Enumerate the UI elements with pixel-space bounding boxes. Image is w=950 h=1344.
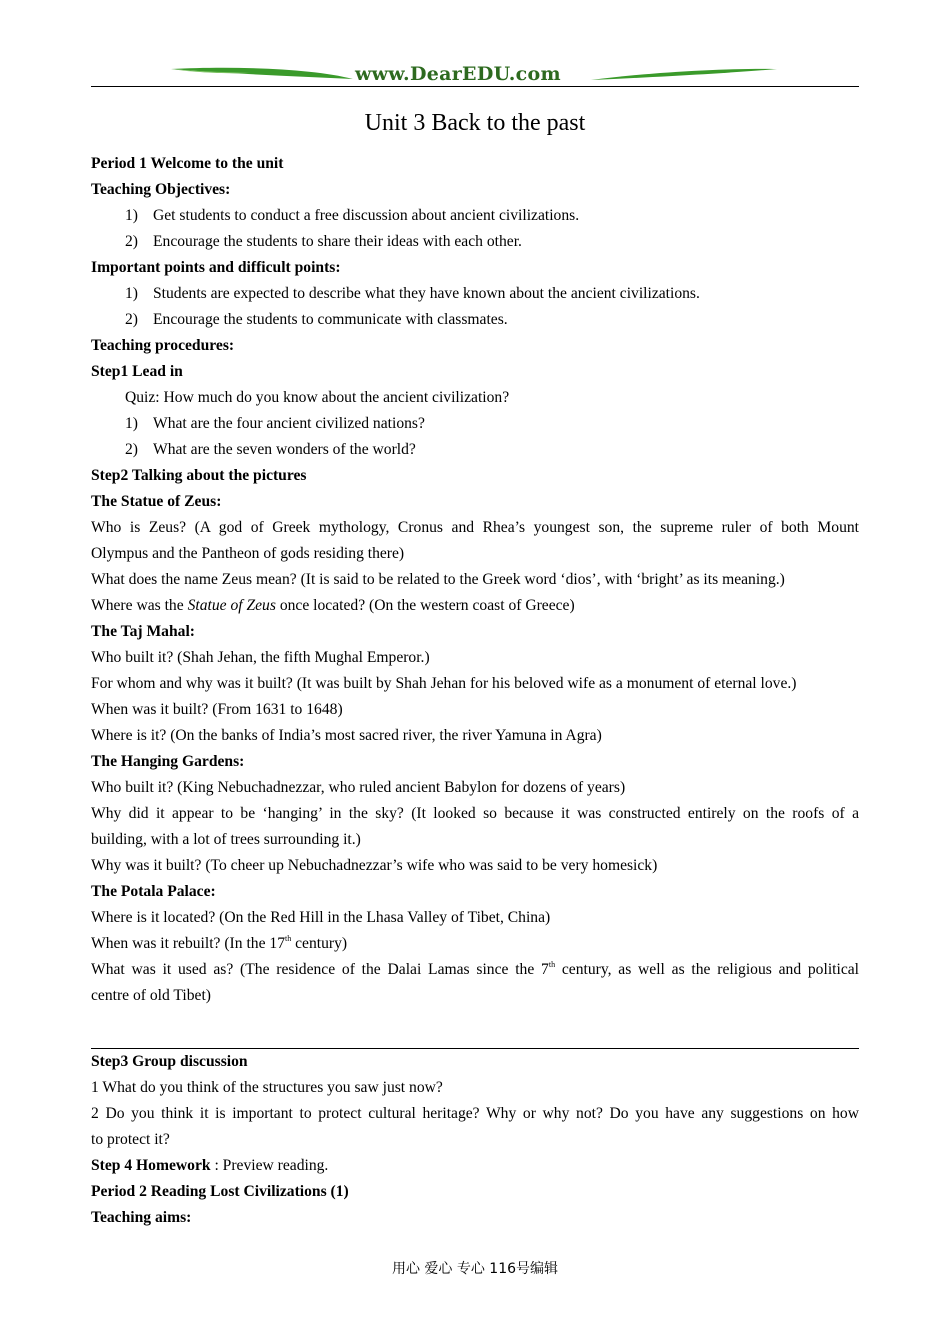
- header-rule: [91, 86, 859, 87]
- section-heading: Teaching procedures:: [91, 337, 235, 354]
- list-item: 2) What are the seven wonders of the world?: [125, 441, 416, 458]
- section-heading: Important points and difficult points:: [91, 259, 341, 276]
- period-heading: Period 1 Welcome to the unit: [91, 155, 284, 172]
- paragraph-line: to protect it?: [91, 1131, 170, 1148]
- quiz-line: Quiz: How much do you know about the ancient civilization?: [125, 389, 510, 406]
- left-swoosh: [171, 68, 353, 79]
- subsection-heading: The Potala Palace:: [91, 883, 216, 900]
- paragraph-line: Who is Zeus? (A god of Greek mythology, Cronus and Rhea’s youngest son, the supreme ruler of both Mount: [91, 519, 859, 536]
- subsection-heading: The Statue of Zeus:: [91, 493, 222, 510]
- paragraph-line: When was it built? (From 1631 to 1648): [91, 701, 343, 718]
- site-logo: www.DearEDU.com: [355, 63, 561, 85]
- paragraph-line: centre of old Tibet): [91, 987, 211, 1004]
- list-item: 2) Encourage the students to communicate with classmates.: [125, 311, 508, 328]
- step-heading: Step1 Lead in: [91, 363, 183, 380]
- paragraph-line: What does the name Zeus mean? (It is said to be related to the Greek word ‘dios’, with ‘bright’ as its meaning.): [91, 571, 785, 588]
- homework-line: Step 4 Homework : Preview reading.: [91, 1157, 329, 1174]
- paragraph-line: 1 What do you think of the structures you saw just now?: [91, 1079, 443, 1096]
- paragraph-line: Where is it located? (On the Red Hill in the Lhasa Valley of Tibet, China): [91, 909, 551, 926]
- subsection-heading: The Taj Mahal:: [91, 623, 195, 640]
- paragraph-line: building, with a lot of trees surrounding it.): [91, 831, 361, 848]
- paragraph-line: Why did it appear to be ‘hanging’ in the sky? (It looked so because it was constructed entirely on the roofs of a: [91, 805, 859, 822]
- list-item: 1) Get students to conduct a free discussion about ancient civilizations.: [125, 207, 580, 224]
- subsection-heading: The Hanging Gardens:: [91, 753, 245, 770]
- spacer: [91, 1009, 859, 1048]
- list-item: 1) Students are expected to describe what they have known about the ancient civilizations.: [125, 285, 700, 302]
- page-footer: 用心 爱心 专心 116号编辑: [391, 1261, 559, 1277]
- paragraph-line: Who built it? (Shah Jehan, the fifth Mughal Emperor.): [91, 649, 430, 666]
- paragraph-line: For whom and why was it built? (It was built by Shah Jehan for his beloved wife as a monument of eternal love.): [91, 675, 797, 692]
- list-item: 2) Encourage the students to share their ideas with each other.: [125, 233, 522, 250]
- paragraph-line: 2 Do you think it is important to protect cultural heritage? Why or why not? Do you have any suggestions on how: [91, 1105, 859, 1122]
- paragraph-line: Who built it? (King Nebuchadnezzar, who ruled ancient Babylon for dozens of years): [91, 779, 626, 796]
- paragraph-line: Olympus and the Pantheon of gods residing there): [91, 545, 405, 562]
- paragraph-line: When was it rebuilt? (In the 17th century): [91, 934, 348, 952]
- step-heading: Step3 Group discussion: [91, 1053, 248, 1070]
- step-heading: Step2 Talking about the pictures: [91, 467, 307, 484]
- paragraph-line: Where is it? (On the banks of India’s most sacred river, the river Yamuna in Agra): [91, 727, 602, 744]
- document-body: [91, 151, 859, 1231]
- right-swoosh: [591, 69, 777, 80]
- section-heading: Teaching aims:: [91, 1209, 192, 1226]
- paragraph-line: What was it used as? (The residence of the Dalai Lamas since the 7th century, as well as the religious and political: [91, 960, 859, 978]
- paragraph-line: Where was the Statue of Zeus once located? (On the western coast of Greece): [91, 597, 575, 614]
- period-heading: Period 2 Reading Lost Civilizations (1): [91, 1183, 349, 1200]
- paragraph-line: Why was it built? (To cheer up Nebuchadnezzar’s wife who was said to be very homesick): [91, 857, 658, 874]
- section-heading: Teaching Objectives:: [91, 181, 231, 198]
- list-item: 1) What are the four ancient civilized nations?: [125, 415, 425, 432]
- page-title: Unit 3 Back to the past: [364, 110, 586, 136]
